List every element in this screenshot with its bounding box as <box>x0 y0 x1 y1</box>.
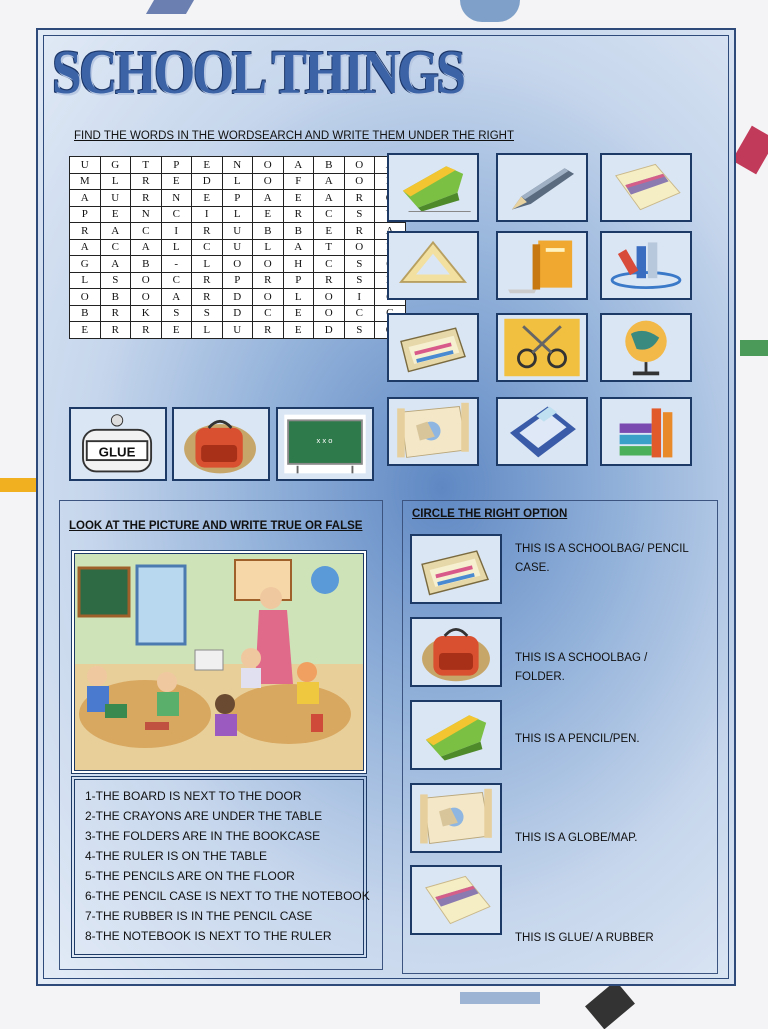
wordsearch-cell[interactable]: L <box>283 289 314 306</box>
wordsearch-cell[interactable]: E <box>192 157 223 174</box>
wordsearch-row <box>70 305 406 322</box>
wordsearch-row <box>70 239 406 256</box>
wordsearch-row <box>70 272 406 289</box>
wordsearch-cell[interactable]: P <box>283 272 314 289</box>
pen-picture <box>387 153 479 222</box>
true-false-statement: 8-THE NOTEBOOK IS NEXT TO THE RULER <box>85 929 332 943</box>
wordsearch-row <box>70 190 406 207</box>
wordsearch-cell[interactable]: O <box>314 289 345 306</box>
wordsearch-instruction: FIND THE WORDS IN THE WORDSEARCH AND WRITE THEM UNDER THE RIGHT <box>74 130 514 142</box>
wordsearch-cell[interactable]: C <box>314 256 345 273</box>
wordsearch-cell[interactable]: C <box>192 239 223 256</box>
wordsearch-cell[interactable]: A <box>283 239 314 256</box>
wordsearch-cell[interactable]: R <box>344 190 375 207</box>
wordsearch-cell[interactable]: K <box>131 305 162 322</box>
wordsearch-cell[interactable]: O <box>131 289 162 306</box>
wordsearch-cell[interactable]: U <box>222 239 253 256</box>
pen-picture <box>410 700 502 770</box>
circle-option-text: THIS IS GLUE/ A RUBBER <box>515 932 654 944</box>
wordsearch-cell[interactable]: R <box>100 322 131 339</box>
blackboard-picture <box>276 407 374 481</box>
wordsearch-cell[interactable]: C <box>253 305 284 322</box>
wordsearch-cell[interactable]: E <box>192 190 223 207</box>
circle-option-text: THIS IS A GLOBE/MAP. <box>515 832 638 844</box>
wordsearch-cell[interactable]: O <box>253 173 284 190</box>
pencil-picture <box>496 153 588 222</box>
wordsearch-cell[interactable]: E <box>253 206 284 223</box>
wordsearch-cell[interactable]: E <box>70 322 101 339</box>
wordsearch-cell[interactable]: R <box>70 223 101 240</box>
wordsearch-cell[interactable]: C <box>161 206 192 223</box>
wordsearch-cell[interactable]: A <box>314 190 345 207</box>
background-decoration <box>460 0 520 22</box>
wordsearch-cell[interactable]: R <box>314 272 345 289</box>
wordsearch-cell[interactable]: D <box>222 305 253 322</box>
map-picture <box>387 397 479 466</box>
wordsearch-cell[interactable]: L <box>222 173 253 190</box>
wordsearch-cell[interactable]: N <box>131 206 162 223</box>
worksheet-page <box>36 28 736 986</box>
wordsearch-cell[interactable]: O <box>222 256 253 273</box>
calculator-picture <box>496 397 588 466</box>
circle-option-panel <box>402 500 718 974</box>
wordsearch-cell[interactable]: L <box>253 239 284 256</box>
wordsearch-grid <box>69 156 406 339</box>
wordsearch-cell[interactable]: L <box>161 239 192 256</box>
wordsearch-cell[interactable]: B <box>283 223 314 240</box>
schoolbag-picture <box>410 617 502 687</box>
true-false-statement: 7-THE RUBBER IS IN THE PENCIL CASE <box>85 909 313 923</box>
wordsearch-cell[interactable]: O <box>344 239 375 256</box>
crayons-picture <box>600 231 692 300</box>
wordsearch-cell[interactable]: O <box>344 173 375 190</box>
wordsearch-cell[interactable]: C <box>161 272 192 289</box>
wordsearch-row <box>70 256 406 273</box>
wordsearch-cell[interactable]: R <box>100 305 131 322</box>
wordsearch-cell[interactable]: D <box>222 289 253 306</box>
wordsearch-cell[interactable]: S <box>344 256 375 273</box>
page-title: SCHOOL THINGS <box>52 39 464 107</box>
wordsearch-cell[interactable]: A <box>283 157 314 174</box>
wordsearch-cell[interactable]: A <box>70 190 101 207</box>
background-decoration <box>585 981 635 1029</box>
wordsearch-cell[interactable]: R <box>131 190 162 207</box>
wordsearch-cell[interactable]: - <box>161 256 192 273</box>
globe-picture <box>600 313 692 382</box>
wordsearch-cell[interactable]: E <box>283 322 314 339</box>
scissors-picture <box>496 313 588 382</box>
wordsearch-cell[interactable]: S <box>344 272 375 289</box>
background-decoration <box>460 992 540 1004</box>
wordsearch-cell[interactable]: R <box>192 223 223 240</box>
wordsearch-row <box>70 173 406 190</box>
wordsearch-cell[interactable]: I <box>344 289 375 306</box>
wordsearch-cell[interactable]: R <box>253 272 284 289</box>
wordsearch-cell[interactable]: A <box>161 289 192 306</box>
wordsearch-cell[interactable]: L <box>70 272 101 289</box>
wordsearch-cell[interactable]: E <box>100 206 131 223</box>
background-decoration <box>146 0 194 14</box>
wordsearch-cell[interactable]: A <box>314 173 345 190</box>
background-decoration <box>732 126 768 175</box>
wordsearch-cell[interactable]: U <box>70 157 101 174</box>
schoolbag-picture <box>172 407 270 481</box>
wordsearch-row <box>70 289 406 306</box>
true-false-statement: 3-THE FOLDERS ARE IN THE BOOKCASE <box>85 829 321 843</box>
wordsearch-cell[interactable]: O <box>344 157 375 174</box>
wordsearch-cell[interactable]: C <box>344 305 375 322</box>
wordsearch-cell[interactable]: N <box>222 157 253 174</box>
wordsearch-cell[interactable]: O <box>131 272 162 289</box>
circle-option-text: THIS IS A SCHOOLBAG/ PENCIL CASE. <box>515 543 689 574</box>
wordsearch-cell[interactable]: D <box>192 173 223 190</box>
wordsearch-row <box>70 206 406 223</box>
set-square-picture <box>387 231 479 300</box>
glue-label: GLUE <box>98 444 136 460</box>
wordsearch-cell[interactable]: C <box>314 206 345 223</box>
wordsearch-cell[interactable]: S <box>161 305 192 322</box>
wordsearch-cell[interactable]: A <box>253 190 284 207</box>
wordsearch-cell[interactable]: G <box>100 157 131 174</box>
wordsearch-cell[interactable]: T <box>314 239 345 256</box>
true-false-statements <box>71 776 370 958</box>
wordsearch-cell[interactable]: C <box>131 223 162 240</box>
wordsearch-cell[interactable]: L <box>192 322 223 339</box>
wordsearch-cell[interactable]: S <box>192 305 223 322</box>
wordsearch-row <box>70 157 406 174</box>
wordsearch-cell[interactable]: T <box>131 157 162 174</box>
rubber-picture <box>410 865 502 935</box>
wordsearch-cell[interactable]: S <box>344 206 375 223</box>
true-false-statement: 4-THE RULER IS ON THE TABLE <box>85 849 268 863</box>
wordsearch-cell[interactable]: E <box>314 223 345 240</box>
wordsearch-cell[interactable]: A <box>131 239 162 256</box>
wordsearch-cell[interactable]: A <box>70 239 101 256</box>
wordsearch-cell[interactable]: C <box>100 239 131 256</box>
glue-picture <box>69 407 167 481</box>
true-false-statement: 1-THE BOARD IS NEXT TO THE DOOR <box>85 789 302 803</box>
wordsearch-cell[interactable]: A <box>100 256 131 273</box>
wordsearch-cell[interactable]: I <box>161 223 192 240</box>
wordsearch-row <box>70 223 406 240</box>
wordsearch-cell[interactable]: I <box>192 206 223 223</box>
rubber-picture <box>600 153 692 222</box>
wordsearch-cell[interactable]: E <box>283 190 314 207</box>
true-false-title: LOOK AT THE PICTURE AND WRITE TRUE OR FALSE <box>69 520 363 532</box>
wordsearch-cell[interactable]: O <box>314 305 345 322</box>
wordsearch-cell[interactable]: R <box>344 223 375 240</box>
true-false-statement: 2-THE CRAYONS ARE UNDER THE TABLE <box>85 809 323 823</box>
circle-option-title: CIRCLE THE RIGHT OPTION <box>412 508 568 520</box>
wordsearch-cell[interactable]: L <box>192 256 223 273</box>
wordsearch-cell[interactable]: D <box>314 322 345 339</box>
wordsearch-cell[interactable]: B <box>70 305 101 322</box>
wordsearch-cell[interactable]: F <box>283 173 314 190</box>
wordsearch-cell[interactable]: A <box>100 223 131 240</box>
true-false-statement: 6-THE PENCIL CASE IS NEXT TO THE NOTEBOOK <box>85 889 370 903</box>
map-picture <box>410 783 502 853</box>
wordsearch-cell[interactable]: P <box>222 272 253 289</box>
wordsearch-cell[interactable]: R <box>192 272 223 289</box>
wordsearch-cell[interactable]: G <box>70 256 101 273</box>
circle-option-text: THIS IS A PENCIL/PEN. <box>515 733 640 745</box>
wordsearch-row <box>70 322 406 339</box>
wordsearch-cell[interactable]: L <box>100 173 131 190</box>
wordsearch-cell[interactable]: U <box>100 190 131 207</box>
wordsearch-cell[interactable]: S <box>344 322 375 339</box>
circle-option-text: THIS IS A SCHOOLBAG / FOLDER. <box>515 652 648 683</box>
wordsearch-cell[interactable]: M <box>70 173 101 190</box>
true-false-statement: 5-THE PENCILS ARE ON THE FLOOR <box>85 869 295 883</box>
wordsearch-cell[interactable]: R <box>131 173 162 190</box>
wordsearch-cell[interactable]: E <box>161 173 192 190</box>
wordsearch-cell[interactable]: U <box>222 223 253 240</box>
wordsearch-cell[interactable]: O <box>253 289 284 306</box>
wordsearch-cell[interactable]: R <box>283 206 314 223</box>
background-decoration <box>740 340 768 356</box>
wordsearch-cell[interactable]: P <box>222 190 253 207</box>
wordsearch-cell[interactable]: P <box>70 206 101 223</box>
wordsearch-cell[interactable]: N <box>161 190 192 207</box>
svg-text:x x o: x x o <box>316 436 333 446</box>
folders-picture <box>600 397 692 466</box>
wordsearch-cell[interactable]: O <box>253 256 284 273</box>
wordsearch-cell[interactable]: S <box>100 272 131 289</box>
wordsearch-cell[interactable]: O <box>70 289 101 306</box>
wordsearch-cell[interactable]: O <box>253 157 284 174</box>
wordsearch-cell[interactable]: L <box>222 206 253 223</box>
wordsearch-cell[interactable]: P <box>161 157 192 174</box>
background-decoration <box>0 478 36 492</box>
wordsearch-cell[interactable]: H <box>283 256 314 273</box>
pencil-case-picture <box>387 313 479 382</box>
wordsearch-cell[interactable]: R <box>131 322 162 339</box>
wordsearch-cell[interactable]: B <box>314 157 345 174</box>
wordsearch-cell[interactable]: E <box>161 322 192 339</box>
true-false-panel <box>59 500 383 970</box>
book-picture <box>496 231 588 300</box>
wordsearch-cell[interactable]: U <box>222 322 253 339</box>
wordsearch-cell[interactable]: R <box>192 289 223 306</box>
classroom-picture <box>71 550 367 774</box>
pencil-case-picture <box>410 534 502 604</box>
wordsearch-cell[interactable]: B <box>253 223 284 240</box>
wordsearch-cell[interactable]: B <box>131 256 162 273</box>
wordsearch-cell[interactable]: R <box>253 322 284 339</box>
wordsearch-cell[interactable]: E <box>283 305 314 322</box>
wordsearch-cell[interactable]: B <box>100 289 131 306</box>
